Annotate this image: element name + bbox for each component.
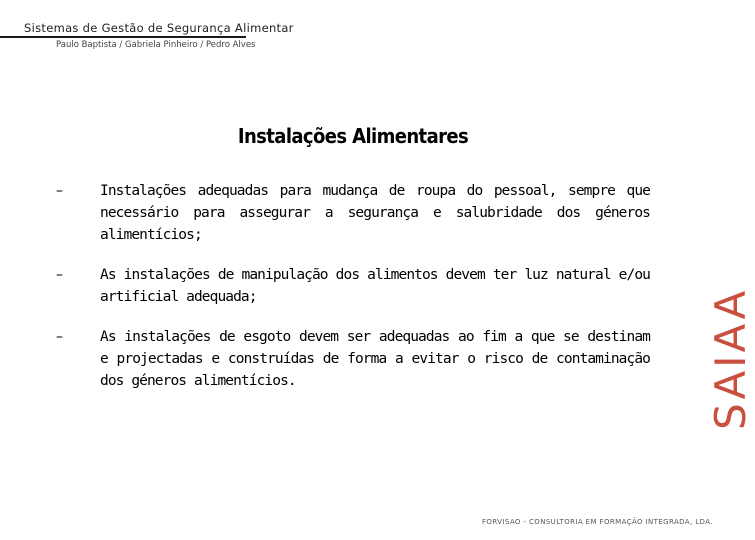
brand-logo-text: SAIAA (706, 287, 755, 430)
header-authors: Paulo Baptista / Gabriela Pinheiro / Pedro Alves (56, 40, 256, 50)
header-title: Sistemas de Gestão de Segurança Alimentar (24, 21, 294, 35)
bullet-text: As instalações de manipulação dos alimentos devem ter luz natural e/ou artificial adequada; (100, 267, 650, 305)
bullet-marker: – (56, 183, 63, 199)
bullet-marker: – (56, 329, 63, 345)
footer-company: FORVISAO - CONSULTORIA EM FORMAÇÃO INTEGRADA, LDA. (482, 518, 713, 526)
bullet-item (56, 264, 650, 308)
header-divider (0, 36, 246, 38)
bullet-text: Instalações adequadas para mudança de roupa do pessoal, sempre que necessário para assegurar a segurança e salubridade dos géneros alimentícios; (100, 183, 650, 243)
bullet-text: As instalações de esgoto devem ser adequadas ao fim a que se destinam e projectadas e construídas de forma a evitar o risco de contaminação dos géneros alimentícios. (100, 329, 650, 389)
bullet-list (56, 180, 650, 410)
bullet-item (56, 180, 650, 246)
slide-title: Instalações Alimentares (237, 124, 469, 148)
bullet-marker: – (56, 267, 63, 283)
bullet-item (56, 326, 650, 392)
